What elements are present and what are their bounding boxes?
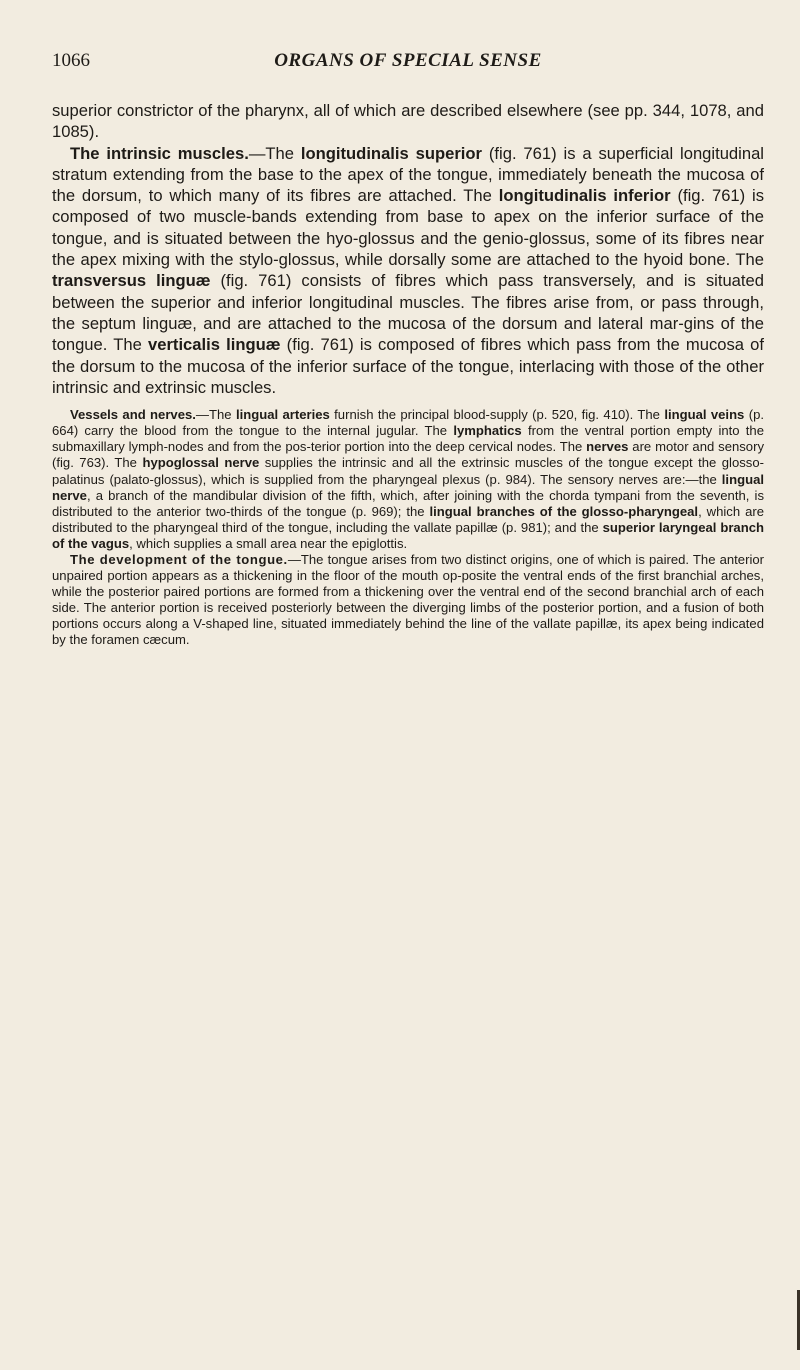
text-run: —The — [248, 143, 301, 163]
term-lingual-veins: lingual veins — [664, 407, 745, 423]
term-lingual-nerve: lingual nerve — [52, 471, 764, 503]
term-longitudinalis-superior: longitudinalis superior — [300, 143, 483, 163]
running-head — [52, 50, 764, 78]
continuation-text: superior constrictor of the pharynx, all of which are described elsewhere (see pp. 344, 1078, and 1085). — [52, 101, 764, 142]
term-superior-laryngeal-branch: superior laryngeal branch of the vagus — [52, 519, 764, 551]
text-run: (fig. 761) is composed of fibres which pass from the mucosa of the dorsum to the mucosa of the inferior surface of the tongue, interlacing with those of the other intrinsic and extrinsic muscles. — [52, 335, 765, 397]
text-run: , which are distributed to the pharyngeal third of the tongue, including the vallate papillæ (p. 981); and the — [52, 503, 764, 535]
text-run: —The — [195, 407, 236, 423]
section-heading-development: The development of the tongue. — [70, 552, 288, 567]
small-print-text — [52, 407, 764, 648]
term-lymphatics: lymphatics — [453, 423, 522, 439]
term-lingual-arteries: lingual arteries — [235, 407, 330, 423]
term-nerves: nerves — [586, 439, 629, 455]
term-hypoglossal-nerve: hypoglossal nerve — [142, 455, 260, 471]
text-run: (fig. 761) is composed of two muscle-bands extending from base to apex on the inferior surface of the tongue, and is situated between the hyo-glossus and the genio-glossus, some of its fibres near the apex mixing with the stylo-glossus, while dorsally some are attached to the hyoid bone. The — [52, 186, 765, 270]
section-heading-intrinsic-muscles: The intrinsic muscles. — [70, 143, 249, 163]
term-transversus-linguae: transversus linguæ — [52, 271, 211, 291]
page — [52, 50, 764, 649]
main-text — [52, 100, 764, 398]
text-run: —The tongue arises from two distinct origins, one of which is paired. The anterior unpaired portion appears as a thickening in the floor of the mouth op-posite the ventral ends of the first branchial arches, while the posterior paired portions are formed from a thickening over the ventral end of the second branchial arch of each side. The anterior portion is received posteriorly between the diverging limbs of the posterior portion, and a fusion of both portions occurs along a V-shaped line, situated immediately behind the line of the vallate papillæ, its apex being indicated by the foramen cæcum. — [52, 552, 765, 648]
term-verticalis-linguae: verticalis linguæ — [148, 335, 281, 355]
paragraph-vessels-and-nerves — [52, 407, 764, 552]
text-run: , a branch of the mandibular division of the fifth, which, after joining with the chorda tympani from the seventh, is distributed to the anterior two-thirds of the tongue (p. 969); the — [52, 487, 764, 519]
text-run: from the ventral portion empty into the submaxillary lymph-nodes and from the pos-terior portion into the deep cervical nodes. The — [52, 423, 764, 455]
page-number: 1066 — [52, 50, 90, 71]
text-run: (fig. 761) consists of fibres which pass transversely, and is situated between the superior and inferior longitudinal muscles. The fibres arise from, or pass through, the septum linguæ, and are attached to the mucosa of the dorsum and lateral mar-gins of the tongue. The — [52, 271, 764, 355]
text-run: supplies the intrinsic and all the extrinsic muscles of the tongue except the glosso-palatinus (palato-glossus), which is supplied from the pharyngeal plexus (p. 984). The sensory nerves are:—the — [52, 455, 764, 487]
paragraph-intrinsic-muscles — [52, 143, 764, 399]
text-run: , which supplies a small area near the epiglottis. — [129, 535, 408, 551]
paragraph-continuation — [52, 100, 764, 143]
term-lingual-branches-glosso-pharyngeal: lingual branches of the glosso-pharyngeal — [429, 503, 699, 519]
text-run: (p. 664) carry the blood from the tongue to the internal jugular. The — [52, 407, 764, 439]
text-run: furnish the principal blood-supply (p. 520, fig. 410). The — [329, 407, 665, 423]
term-longitudinalis-inferior: longitudinalis inferior — [498, 186, 671, 206]
header-title: ORGANS OF SPECIAL SENSE — [274, 50, 542, 71]
text-run: (fig. 761) is a superficial longitudinal stratum extending from the base to the apex of the tongue, immediately beneath the mucosa of the dorsum, to which many of its fibres are attached. The — [52, 143, 764, 206]
section-heading-vessels-and-nerves: Vessels and nerves. — [70, 407, 196, 423]
paragraph-development — [52, 552, 764, 649]
text-run: are motor and sensory (fig. 763). The — [52, 439, 765, 471]
